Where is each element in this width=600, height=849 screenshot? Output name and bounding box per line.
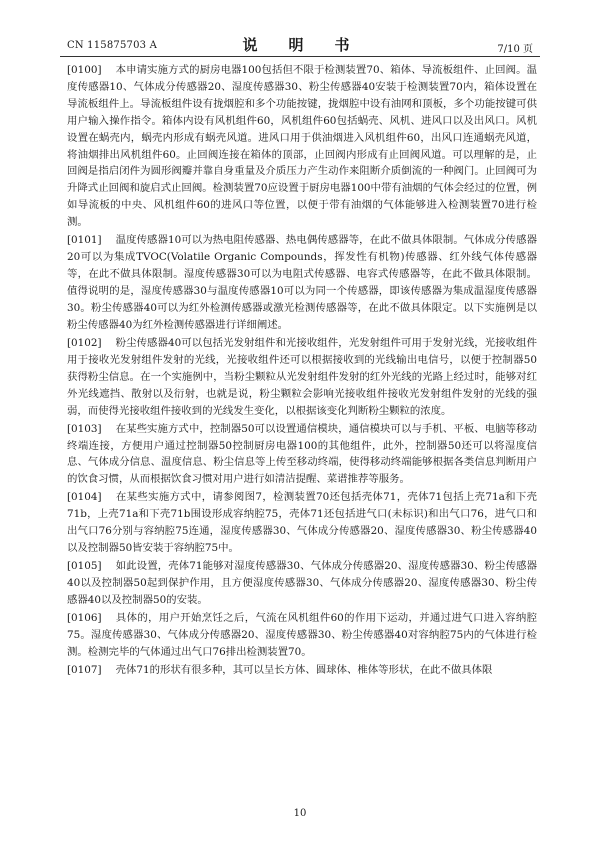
paragraph-0100 (67, 62, 537, 231)
paragraph-0101 (67, 232, 537, 333)
paragraph-0107 (67, 662, 537, 679)
paragraph-number: [0102] (67, 336, 102, 349)
paragraph-number: [0107] (67, 664, 102, 677)
page-indicator: 7/10 页 (497, 44, 533, 55)
paragraph-0104 (67, 489, 537, 557)
paragraph-text: 本申请实施方式的厨房电器100包括但不限于检测装置70、箱体、导流板组件、止回阀。温度传感器10、气体成分传感器20、湿度传感器30、粉尘传感器40安装于检测装置70内，箱体设置在导流板组件上。导流板组件设有拢烟腔和多个功能按键，拢烟腔中设有油网和顶板，多个功能按键可供用户输入操作指令。箱体内设有风机组件60，风机组件60包括蜗壳、风机、进风口以及出风口。风机设置在蜗壳内，蜗壳内形成有蜗壳风道。进风口用于供油烟进入风机组件60，出风口连通蜗壳风道，将油烟排出风机组件60。止回阀连接在箱体的顶部，止回阀内形成有止回阀风道。可以理解的是，止回阀是指启闭件为圆形阀瓣并靠自身重量及介质压力产生动作来阻断介质倒流的一种阀门。止回阀可为升降式止回阀和旋启式止回阀。检测装置70应设置于厨房电器100中带有油烟的气体会经过的位置，例如导流板的中央、风机组件60的进风口等位置，以便于带有油烟的气体能够进入检测装置70进行检测。 (67, 64, 537, 229)
paragraph-number: [0101] (67, 234, 102, 247)
paragraph-0105 (67, 558, 537, 609)
page-number: 10 (293, 808, 307, 819)
paragraph-0102 (67, 335, 537, 420)
paragraph-0103 (67, 421, 537, 489)
paragraph-number: [0105] (67, 560, 102, 573)
paragraph-text: 具体的，用户开始烹饪之后，气流在风机组件60的作用下运动，并通过进气口进入容纳腔75。湿度传感器30、气体成分传感器20、湿度传感器30、粉尘传感器40对容纳腔75内的气体进行检测。检测完毕的气体通过出气口76排出检测装置70。 (67, 612, 537, 658)
publication-number: CN 115875703 A (67, 40, 158, 51)
description-body (67, 62, 537, 680)
paragraph-number: [0106] (67, 612, 102, 625)
paragraph-text: 在某些实施方式中，请参阅图7，检测装置70还包括壳体71，壳体71包括上壳71a和下壳71b，上壳71a和下壳71b围设形成容纳腔75，壳体71还包括进气口(未标识)和出气口76，进气口和出气口76分别与容纳腔75连通，湿度传感器30、气体成分传感器20、湿度传感器30、粉尘传感器40以及控制器50皆安装于容纳腔75中。 (67, 491, 537, 555)
header-divider (60, 56, 540, 57)
paragraph-number: [0104] (67, 491, 102, 504)
paragraph-text: 在某些实施方式中，控制器50可以设置通信模块，通信模块可以与手机、平板、电脑等移动终端连接，方便用户通过控制器50控制厨房电器100的其他组件，此外，控制器50还可以将湿度信息、气体成分信息、温度信息、粉尘信息等上传至移动终端，使得移动终端能够根据各类信息判断用户的饮食习惯，从而根据饮食习惯对用户进行如清洁提醒、菜谱推荐等服务。 (67, 422, 537, 486)
paragraph-0106 (67, 610, 537, 661)
paragraph-text: 温度传感器10可以为热电阻传感器、热电偶传感器等，在此不做具体限制。气体成分传感器20可以为集成TVOC(Volatile Organic Compounds，挥发性有机物)传感器、红外线气体传感器等，在此不做具体限制。湿度传感器30可以为电阻式传感器、电容式传感器等，在此不做具体限制。值得说明的是，湿度传感器30与温度传感器10可以为同一个传感器，即该传感器为集成温湿度传感器30。粉尘传感器40可以为红外检测传感器或激光检测传感器等，在此不做具体限定。以下实施例是以粉尘传感器40为红外检测传感器进行详细阐述。 (67, 234, 537, 331)
paragraph-number: [0103] (67, 422, 102, 435)
paragraph-text: 如此设置，壳体71能够对湿度传感器30、气体成分传感器20、湿度传感器30、粉尘传感器40以及控制器50起到保护作用，且方便湿度传感器30、气体成分传感器20、湿度传感器30、粉尘传感器40以及控制器50的安装。 (67, 560, 537, 607)
paragraph-text: 壳体71的形状有很多种，其可以呈长方体、圆球体、椎体等形状，在此不做具体限 (115, 664, 493, 677)
document-title: 说 明 书 (242, 36, 358, 54)
paragraph-number: [0100] (67, 64, 102, 76)
paragraph-text: 粉尘传感器40可以包括光发射组件和光接收组件，光发射组件可用于发射光线，光接收组件用于接收光发射组件发射的光线，光接收组件还可以根据接收到的光线输出电信号，以便于控制器50获得粉尘信息。在一个实施例中，当粉尘颗粒从光发射组件发射的红外光线的光路上经过时，能够对红外光线遮挡、散射以及衍射，也就是说，粉尘颗粒会影响光接收组件接收光发射组件发射的光线的强弱，而使得光接收组件接收到的光线发生变化，以根据该变化判断粉尘颗粒的浓度。 (67, 336, 537, 417)
